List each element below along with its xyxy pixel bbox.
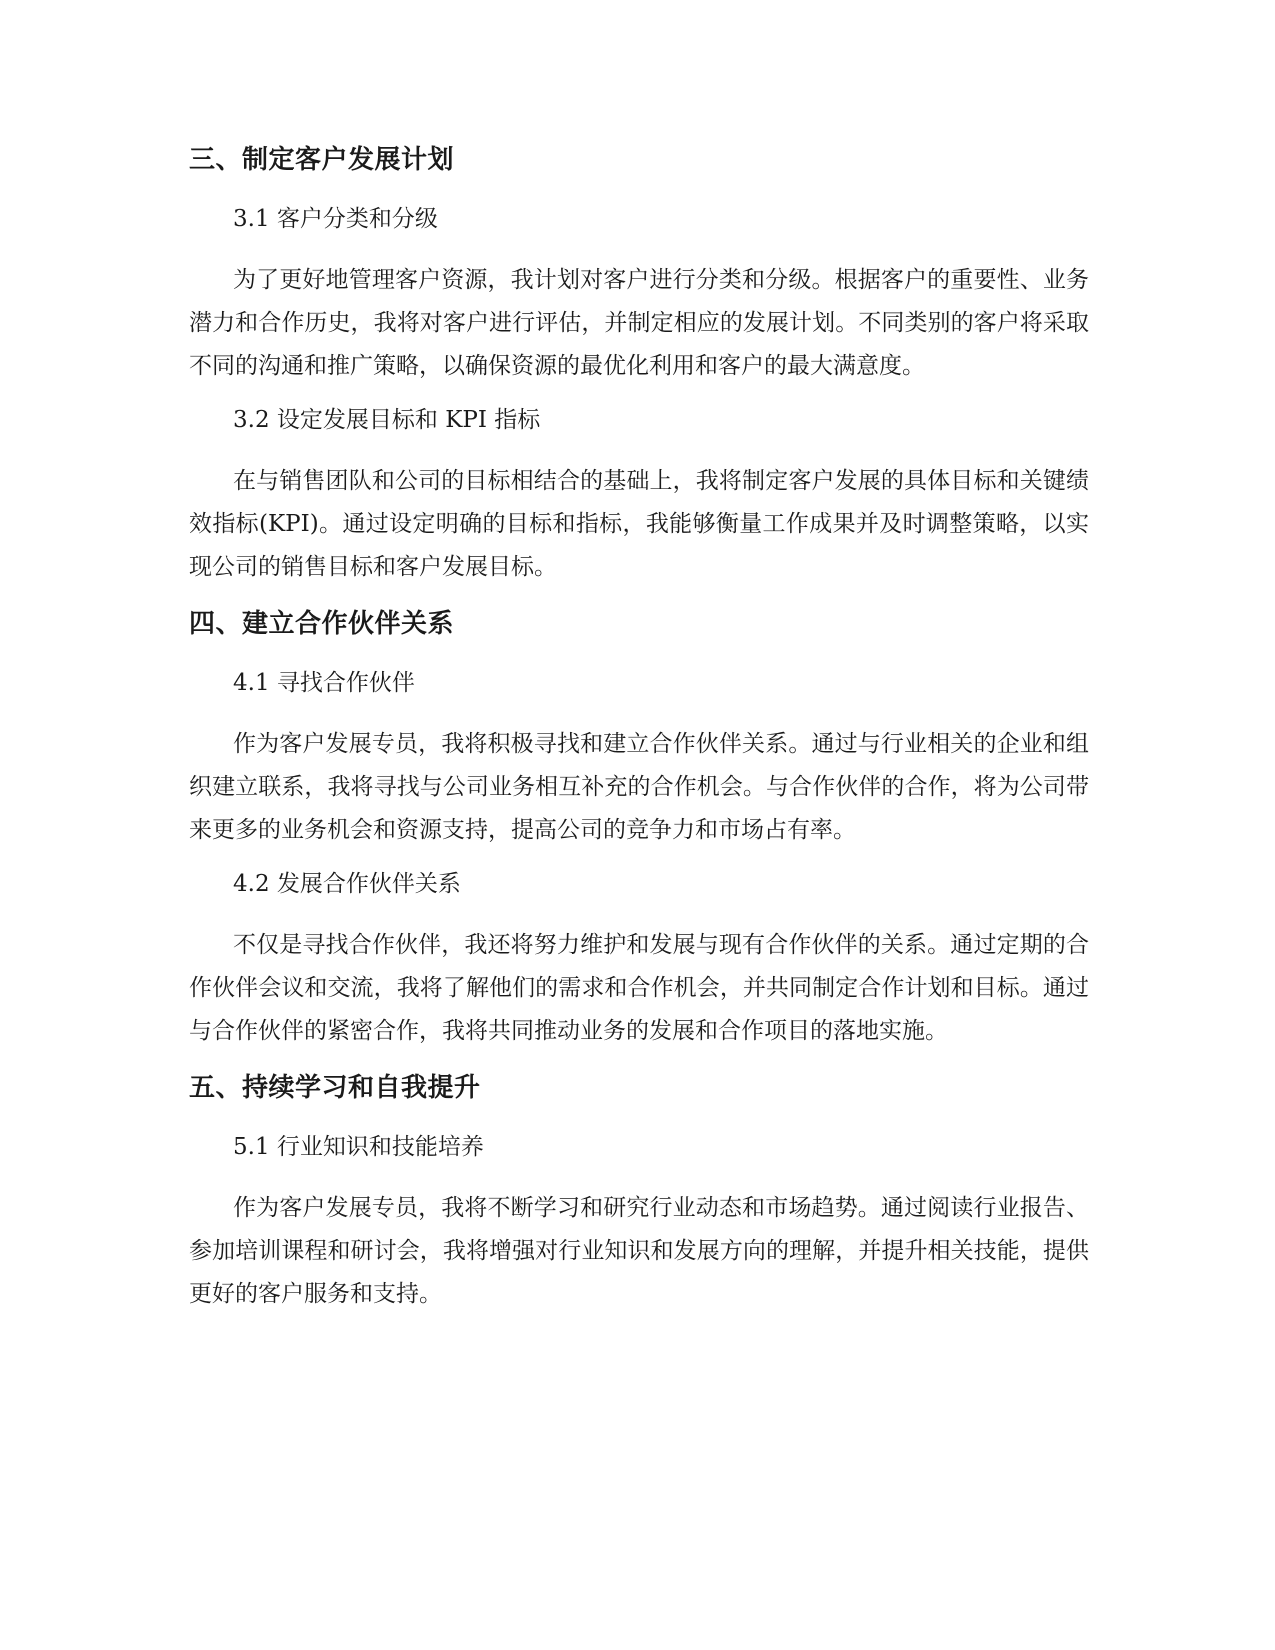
section-3-title: 三、制定客户发展计划 — [189, 145, 455, 175]
subsection-3-1-heading: 3.1 客户分类和分级 — [233, 206, 438, 232]
subsection-5-1-heading: 5.1 行业知识和技能培养 — [233, 1134, 484, 1160]
subsection-4-1-body: 作为客户发展专员，我将积极寻找和建立合作伙伴关系。通过与行业相关的企业和组织建立联系，我将寻找与公司业务相互补充的合作机会。与合作伙伴的合作，将为公司带来更多的业务机会和资源支持，提高公司的竞争力和市场占有率。 — [189, 731, 1089, 843]
subsection-4-2-body: 不仅是寻找合作伙伴，我还将努力维护和发展与现有合作伙伴的关系。通过定期的合作伙伴会议和交流，我将了解他们的需求和合作机会，并共同制定合作计划和目标。通过与合作伙伴的紧密合作，我将共同推动业务的发展和合作项目的落地实施。 — [189, 932, 1089, 1044]
subsection-3-2-body: 在与销售团队和公司的目标相结合的基础上，我将制定客户发展的具体目标和关键绩效指标(KPI)。通过设定明确的目标和指标，我能够衡量工作成果并及时调整策略，以实现公司的销售目标和客户发展目标。 — [189, 468, 1089, 580]
subsection-4-1-heading: 4.1 寻找合作伙伴 — [233, 670, 415, 696]
subsection-3-1-body: 为了更好地管理客户资源，我计划对客户进行分类和分级。根据客户的重要性、业务潜力和合作历史，我将对客户进行评估，并制定相应的发展计划。不同类别的客户将采取不同的沟通和推广策略，以确保资源的最优化利用和客户的最大满意度。 — [189, 267, 1089, 379]
subsection-4-2-heading: 4.2 发展合作伙伴关系 — [233, 871, 461, 897]
section-5-title: 五、持续学习和自我提升 — [189, 1073, 481, 1103]
subsection-3-2-heading: 3.2 设定发展目标和 KPI 指标 — [233, 407, 541, 433]
document-page — [189, 140, 1089, 1331]
subsection-5-1-body: 作为客户发展专员，我将不断学习和研究行业动态和市场趋势。通过阅读行业报告、参加培训课程和研讨会，我将增强对行业知识和发展方向的理解，并提升相关技能，提供更好的客户服务和支持。 — [189, 1195, 1089, 1307]
section-4-title: 四、建立合作伙伴关系 — [189, 609, 455, 639]
